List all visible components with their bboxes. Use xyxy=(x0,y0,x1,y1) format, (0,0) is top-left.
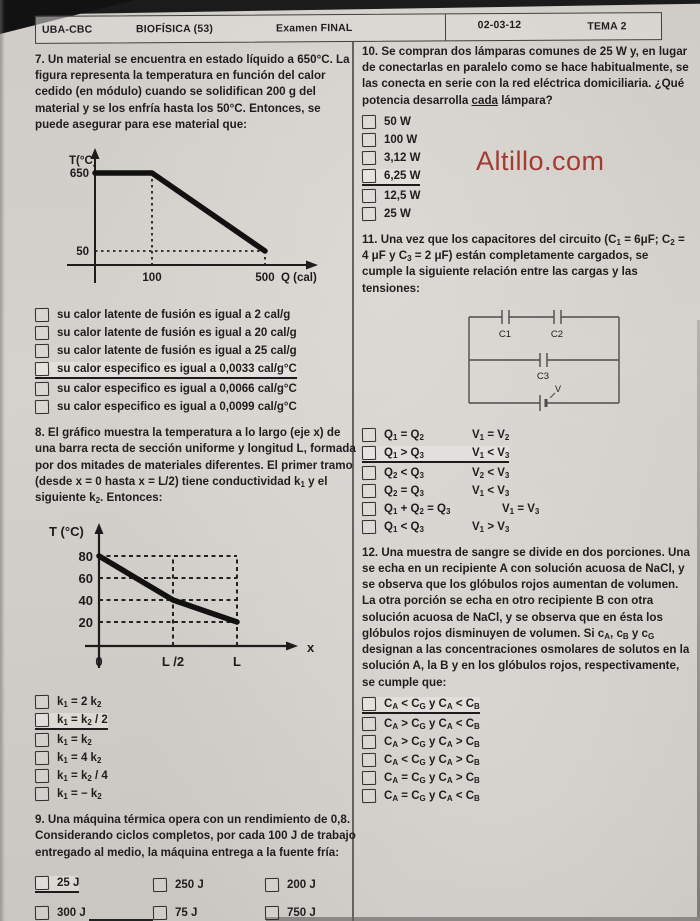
checkbox[interactable] xyxy=(265,878,279,892)
option-row xyxy=(362,753,692,768)
circuit-label-c2: C2 xyxy=(550,328,564,340)
option-row xyxy=(35,733,357,748)
voltage-relation: $V_2 < V_3$ xyxy=(472,466,510,480)
option-row xyxy=(35,344,357,359)
option-label: 750 J xyxy=(287,906,316,919)
option-label: $C_A = C_G$ y $C_A < C_B$ xyxy=(384,789,480,803)
checkbox[interactable] xyxy=(362,753,376,767)
checkbox[interactable] xyxy=(153,906,167,920)
option-label: $C_A > C_G$ y $C_A > C_B$ xyxy=(384,735,480,749)
question-8-options xyxy=(35,695,357,802)
q8-ytick-80: 80 xyxy=(78,549,93,565)
exam-header xyxy=(35,12,662,44)
checkbox[interactable] xyxy=(362,717,376,731)
checkbox[interactable] xyxy=(362,789,376,803)
checkbox[interactable] xyxy=(362,735,376,749)
option-row-selected xyxy=(35,876,153,893)
option-label: su calor especifico es igual a 0,0099 cal/g°C xyxy=(57,401,297,414)
option-row xyxy=(362,466,692,481)
option-label: $k_1 = k_2$ xyxy=(57,734,92,748)
option-row xyxy=(153,876,265,893)
option-label: 12,5 W xyxy=(384,189,421,202)
option-label: $k_1 = 2$ $k_2$ xyxy=(57,696,102,710)
option-label: $k_1 = 4$ $k_2$ xyxy=(57,752,102,766)
left-column xyxy=(35,52,357,921)
stray-scan-line xyxy=(89,909,153,921)
option-label: $C_A < C_G$ y $C_A < C_B$ xyxy=(384,697,480,711)
option-label: 50 W xyxy=(384,115,411,128)
q8-y-axis-label: T (°C) xyxy=(49,524,84,540)
question-7-options xyxy=(35,308,357,415)
option-row xyxy=(153,906,265,921)
header-course: BIOFÍSICA (53) xyxy=(135,22,214,36)
checkbox[interactable] xyxy=(265,906,279,920)
option-row xyxy=(362,484,692,499)
option-label: 250 J xyxy=(175,878,204,891)
q7-ytick-50: 50 xyxy=(76,246,89,259)
option-label: 100 W xyxy=(384,133,418,146)
q7-y-axis-label: T(°C) xyxy=(69,155,97,168)
checkbox[interactable] xyxy=(35,713,49,727)
checkbox[interactable] xyxy=(362,133,376,147)
option-row xyxy=(35,695,357,710)
question-9-text: 9. Una máquina térmica opera con un rendimiento de 0,8. Considerando ciclos completos, por cada 100 J de trabajo entregado al medio, la máquina entrega a la fuente fría: xyxy=(35,813,356,859)
option-row xyxy=(362,189,692,204)
option-row xyxy=(362,428,692,443)
checkbox[interactable] xyxy=(35,876,49,890)
q7-xtick-500: 500 xyxy=(255,272,275,285)
right-column xyxy=(362,44,692,814)
option-row xyxy=(362,133,692,148)
q7-x-axis-label: Q (cal) xyxy=(281,272,317,285)
option-label: 300 J xyxy=(57,906,86,919)
charge-relation: $Q_1 + Q_2 = Q_3$ xyxy=(384,502,451,516)
option-row xyxy=(362,207,692,222)
scan-edge-left xyxy=(0,0,5,921)
question-12-text: 12. Una muestra de sangre se divide en dos porciones. Una se echa en un recipiente A con solución acuosa de NaCl, y se observa que los glóbulos rojos aumentan de volumen. La otra porción se echa en otro recipiente B con otra solución acuosa de NaCl, y se observa que en ésta los glóbulos rojos disminuyen de volumen. Si $c_A$, $c_B$ y $c_G$ designan a las concentraciones osmolares de solutos en la solución A, la B y en los glóbulos rojos, respectivamente, se cumple que: xyxy=(362,545,690,689)
q7-cooling-curve-graph xyxy=(37,143,329,293)
checkbox[interactable] xyxy=(362,115,376,129)
option-label: $C_A > C_G$ y $C_A < C_B$ xyxy=(384,717,480,731)
checkbox[interactable] xyxy=(362,428,376,442)
option-row xyxy=(35,769,357,784)
charge-relation: $Q_1 = Q_2$ xyxy=(384,428,424,442)
option-row xyxy=(35,787,357,802)
option-row xyxy=(362,502,692,517)
q8-bar-temperature-graph xyxy=(37,516,337,680)
checkbox[interactable] xyxy=(35,695,49,709)
voltage-relation: $V_1 = V_2$ xyxy=(472,428,510,442)
checkbox[interactable] xyxy=(35,326,49,340)
altillo-watermark: Altillo.com xyxy=(476,146,605,176)
checkbox[interactable] xyxy=(35,382,49,396)
option-row-selected xyxy=(35,713,357,730)
option-row xyxy=(35,751,357,766)
checkbox[interactable] xyxy=(362,697,376,711)
checkbox[interactable] xyxy=(35,308,49,322)
circuit-label-c3: C3 xyxy=(536,370,550,382)
option-label: $k_1 = k_2 / 4$ xyxy=(57,770,108,784)
checkbox[interactable] xyxy=(362,446,376,460)
checkbox[interactable] xyxy=(35,787,49,801)
question-10-text: 10. Se compran dos lámparas comunes de 25 W y, en lugar de conectarlas en paralelo como se hace habitualmente, se las conecta en serie con la red eléctrica domiciliaria. ¿Qué potencia desarrolla cada lámpara? xyxy=(362,45,689,107)
checkbox[interactable] xyxy=(35,733,49,747)
option-label: su calor latente de fusión es igual a 25 cal/g xyxy=(57,345,297,358)
option-label: 6,25 W xyxy=(384,169,421,182)
voltage-relation: $V_1 < V_3$ xyxy=(472,484,510,498)
option-row-selected xyxy=(362,169,692,186)
charge-relation: $Q_2 < Q_3$ xyxy=(384,466,424,480)
checkbox[interactable] xyxy=(362,502,376,516)
option-label: 200 J xyxy=(287,878,316,891)
question-8-text: 8. El gráfico muestra la temperatura a lo largo (eje x) de una barra recta de sección uniforme y longitud L, formada por dos mitades de materiales diferentes. El primer tramo (desde x = 0 hasta x = L/2) tiene conductividad $k_1$ y el siguiente $k_2$. Entonces: xyxy=(35,426,356,505)
option-row xyxy=(362,520,692,535)
option-row xyxy=(265,876,357,893)
option-row xyxy=(35,326,357,341)
q7-xtick-100: 100 xyxy=(142,272,162,285)
option-row xyxy=(362,115,692,130)
option-row-selected xyxy=(362,446,692,463)
option-label: su calor latente de fusión es igual a 2 cal/g xyxy=(57,309,291,322)
checkbox[interactable] xyxy=(362,151,376,165)
option-row xyxy=(35,382,357,397)
option-label: $C_A < C_G$ y $C_A > C_B$ xyxy=(384,753,480,767)
option-row xyxy=(35,400,357,415)
question-9-options xyxy=(35,873,357,921)
question-11-options xyxy=(362,428,692,535)
option-label: 25 J xyxy=(57,876,80,889)
option-label: su calor especifico es igual a 0,0033 cal/g°C xyxy=(57,363,297,376)
checkbox[interactable] xyxy=(35,400,49,414)
circuit-label-v: V xyxy=(554,383,562,394)
header-exam-type: Examen FINAL xyxy=(275,21,353,35)
option-label: 25 W xyxy=(384,207,411,220)
option-row xyxy=(362,717,692,732)
question-10-options xyxy=(362,115,692,222)
option-label: $C_A = C_G$ y $C_A > C_B$ xyxy=(384,771,480,785)
option-row xyxy=(362,789,692,804)
header-institution: UBA-CBC xyxy=(41,23,93,36)
checkbox[interactable] xyxy=(35,906,49,920)
checkbox[interactable] xyxy=(362,484,376,498)
option-label: $k_1 = k_2 / 2$ xyxy=(57,714,108,728)
option-label: 3,12 W xyxy=(384,151,421,164)
charge-relation: $Q_1 > Q_3$ xyxy=(384,446,424,460)
checkbox[interactable] xyxy=(362,520,376,534)
option-label: $k_1$ = − $k_2$ xyxy=(57,788,102,802)
option-row-selected xyxy=(362,697,692,714)
question-12-options xyxy=(362,697,692,804)
header-date: 02-03-12 xyxy=(445,14,553,41)
q8-xtick-l: L xyxy=(233,654,241,670)
option-label: 75 J xyxy=(175,906,198,919)
option-label: su calor latente de fusión es igual a 20 cal/g xyxy=(57,327,297,340)
charge-relation: $Q_1 < Q_3$ xyxy=(384,520,424,534)
option-row xyxy=(362,735,692,750)
option-row-selected xyxy=(35,362,357,379)
checkbox[interactable] xyxy=(362,169,376,183)
voltage-relation: $V_1 > V_3$ xyxy=(472,520,510,534)
q8-ytick-60: 60 xyxy=(78,571,93,587)
option-row xyxy=(35,906,153,921)
q8-x-axis-label: x xyxy=(307,640,315,656)
voltage-relation: $V_1 < V_3$ xyxy=(472,446,510,460)
checkbox[interactable] xyxy=(35,751,49,765)
option-label: su calor especifico es igual a 0,0066 cal/g°C xyxy=(57,383,297,396)
option-row xyxy=(362,151,692,166)
checkbox[interactable] xyxy=(362,771,376,785)
option-row xyxy=(265,906,357,921)
q7-ytick-650: 650 xyxy=(69,168,89,181)
option-row xyxy=(35,308,357,323)
checkbox[interactable] xyxy=(362,189,376,203)
q8-xtick-0: 0 xyxy=(95,654,103,670)
header-topic: TEMA 2 xyxy=(587,20,627,33)
q8-ytick-40: 40 xyxy=(78,593,93,609)
checkbox[interactable] xyxy=(362,207,376,221)
charge-relation: $Q_2 = Q_3$ xyxy=(384,484,424,498)
q11-circuit-diagram xyxy=(454,303,692,424)
question-7-text: 7. Un material se encuentra en estado líquido a 650°C. La figura representa la temperatura en función del calor cedido (en módulo) cuando se solidifican 200 g del material y se los enfría hasta los 50°C. Entonces, se puede asegurar para ese material que: xyxy=(35,53,350,131)
option-row xyxy=(362,771,692,786)
q8-ytick-20: 20 xyxy=(78,615,93,631)
checkbox[interactable] xyxy=(35,769,49,783)
checkbox[interactable] xyxy=(35,362,49,376)
circuit-label-c1: C1 xyxy=(498,328,512,340)
question-11-text: 11. Una vez que los capacitores del circuito ($C_1 = 6\mu F$; $C_2 = 4$ μF y $C_3 = 2$ μF) están completamente cargados, se cumple la siguiente relación entre las cargas y las tensiones: xyxy=(362,232,685,295)
checkbox[interactable] xyxy=(35,344,49,358)
voltage-relation: $V_1 = V_3$ xyxy=(502,502,540,516)
checkbox[interactable] xyxy=(362,466,376,480)
q8-xtick-l2: L /2 xyxy=(161,654,185,670)
checkbox[interactable] xyxy=(153,878,167,892)
